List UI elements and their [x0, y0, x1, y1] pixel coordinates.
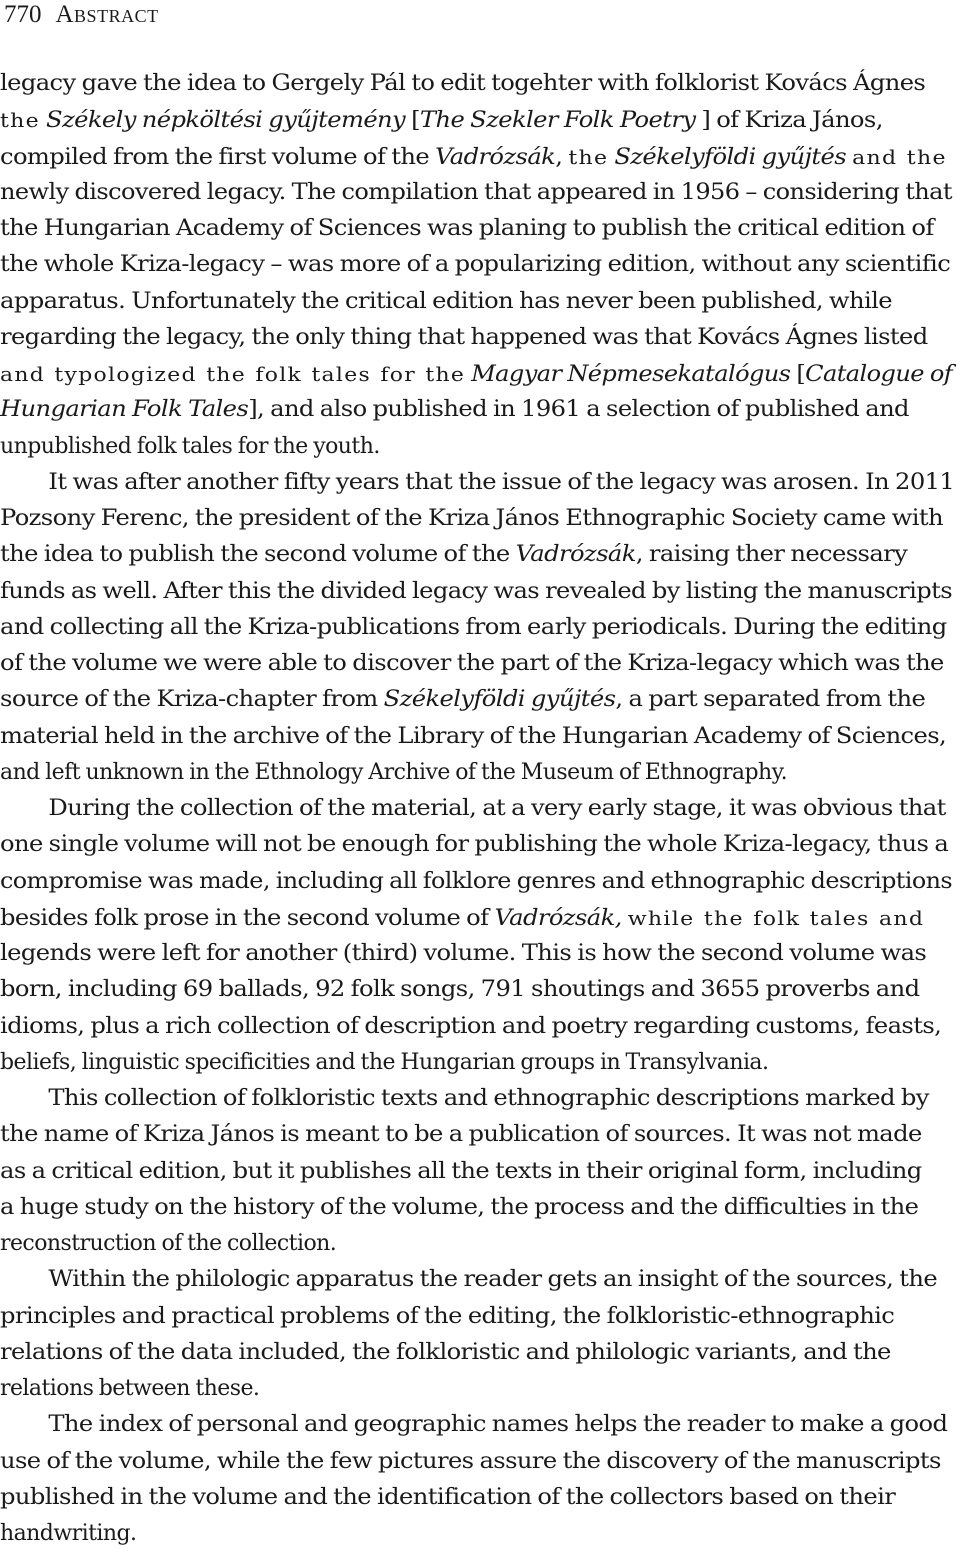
- italic-text: Vadrózsák: [515, 542, 636, 568]
- text-run: [: [405, 108, 420, 134]
- text-run: ], and also published in 1961 a selection of published and: [248, 397, 909, 423]
- italic-text: Magyar Népmesekatalógus: [471, 362, 791, 387]
- text-line: [0, 1407, 960, 1443]
- text-line: [0, 1081, 960, 1117]
- text-run: idioms, plus a rich collection of description and poetry regarding customs, feasts,: [0, 1013, 942, 1039]
- text-line: [0, 320, 960, 356]
- text-line: [0, 1190, 960, 1226]
- text-line: [0, 682, 960, 718]
- text-line: [0, 791, 960, 827]
- text-run: , a part separated from the: [615, 687, 926, 713]
- text-line: [0, 972, 960, 1008]
- text-line: [0, 936, 960, 972]
- text-run: besides folk prose in the second volume of: [0, 905, 495, 931]
- text-line: [0, 247, 960, 283]
- text-run: source of the Kriza-chapter from: [0, 687, 384, 713]
- text-line: [0, 610, 960, 646]
- text-line: [0, 646, 960, 682]
- text-run: use of the volume, while the few pictures assure the discovery of the manuscripts: [0, 1448, 941, 1474]
- text-run: legends were left for another (third) volume. This is how the second volume was: [0, 941, 927, 966]
- text-run: while the folk tales and: [627, 905, 925, 930]
- text-line: [0, 211, 960, 247]
- text-run: principles and practical problems of the editing, the folkloristic-ethnographic: [0, 1303, 895, 1329]
- text-run: beliefs, linguistic specificities and the Hungarian groups in Transylvania.: [0, 1049, 769, 1075]
- text-line: [0, 1335, 960, 1371]
- text-run: and left unknown in the Ethnology Archive of the Museum of Ethnography.: [0, 759, 788, 785]
- page-number: 770: [4, 1, 42, 28]
- text-run: handwriting.: [0, 1521, 137, 1546]
- text-run: legacy gave the idea to Gergely Pál to edit togehter with folklorist Kovács Ágnes: [0, 71, 926, 96]
- text-run: [: [790, 362, 806, 387]
- text-run: The index of personal and geographic names helps the reader to make a good: [48, 1412, 948, 1438]
- text-line: [0, 102, 960, 138]
- text-line: [0, 719, 960, 755]
- running-header: [4, 0, 159, 30]
- text-run: ,: [555, 144, 569, 170]
- italic-text: Székelyföldi gyűjtés: [614, 144, 847, 170]
- text-run: a huge study on the history of the volume, the process and the difficulties in the: [0, 1194, 919, 1220]
- italic-text: Székely népköltési gyűjtemény: [45, 108, 406, 134]
- text-run: compiled from the first volume of the: [0, 144, 436, 170]
- italic-text: Székelyföldi gyűjtés: [383, 687, 616, 713]
- text-run: the whole Kriza-legacy – was more of a popularizing edition, without any scientific: [0, 252, 951, 278]
- text-line: [0, 864, 960, 900]
- italic-text: The Szekler Folk Poetry: [419, 108, 696, 134]
- text-line: [0, 1480, 960, 1516]
- italic-text: Hungarian Folk Tales: [0, 397, 249, 423]
- text-run: born, including 69 ballads, 92 folk songs, 791 shoutings and 3655 proverbs and: [0, 977, 920, 1003]
- text-run: of the volume we were able to discover the part of the Kriza-legacy which was the: [0, 651, 944, 676]
- text-run: It was after another fifty years that the issue of the legacy was arosen. In 2011: [48, 469, 955, 495]
- text-run: material held in the archive of the Library of the Hungarian Academy of Sciences,: [0, 723, 947, 749]
- text-run: published in the volume and the identification of the collectors based on their: [0, 1484, 896, 1510]
- text-run: unpublished folk tales for the youth.: [0, 433, 380, 459]
- text-line: [0, 1045, 952, 1081]
- text-line: [0, 827, 960, 863]
- text-run: the: [568, 144, 609, 169]
- text-line: [0, 66, 960, 102]
- text-line: [0, 1444, 960, 1480]
- text-run: the: [0, 108, 40, 133]
- text-line: [0, 755, 952, 791]
- text-line: [0, 356, 960, 392]
- text-line: [0, 139, 960, 175]
- section-title: Abstract: [55, 1, 159, 28]
- text-run: and the: [852, 144, 947, 169]
- text-run: the Hungarian Academy of Sciences was planing to publish the critical edition of: [0, 216, 934, 241]
- text-line: [0, 429, 952, 465]
- italic-text: Catalogue of: [805, 362, 953, 387]
- text-run: reconstruction of the collection.: [0, 1231, 337, 1256]
- text-line: [0, 574, 960, 610]
- text-run: Within the philologic apparatus the reader gets an insight of the sources, the: [48, 1267, 938, 1293]
- italic-text: Vadrózsák: [435, 144, 556, 170]
- text-run: the idea to publish the second volume of the: [0, 542, 516, 568]
- text-run: funds as well. After this the divided legacy was revealed by listing the manuscripts: [0, 578, 952, 604]
- text-run: This collection of folkloristic texts and ethnographic descriptions marked by: [48, 1086, 929, 1111]
- text-line: [0, 1262, 960, 1298]
- text-run: one single volume will not be enough for publishing the whole Kriza-legacy, thus a: [0, 832, 949, 858]
- text-line: [0, 1117, 960, 1153]
- text-run: newly discovered legacy. The compilation that appeared in 1956 – considering that: [0, 179, 952, 205]
- text-run: as a critical edition, but it publishes all the texts in their original form, including: [0, 1158, 922, 1184]
- text-line: [0, 1226, 952, 1262]
- text-line: [0, 284, 960, 320]
- text-run: relations between these.: [0, 1376, 260, 1401]
- text-run: During the collection of the material, at a very early stage, it was obvious that: [48, 796, 946, 821]
- text-run: ] of Kriza János,: [695, 108, 883, 134]
- text-run: and typologized the folk tales for the: [0, 362, 466, 386]
- text-line: [0, 465, 960, 501]
- text-run: Pozsony Ferenc, the president of the Kriza János Ethnographic Society came with: [0, 506, 943, 531]
- text-line: [0, 1516, 952, 1552]
- italic-text: Vadrózsák,: [494, 905, 622, 931]
- text-line: [0, 1154, 960, 1190]
- text-line: [0, 392, 960, 428]
- text-run: apparatus. Unfortunately the critical edition has never been published, while: [0, 288, 892, 314]
- text-line: [0, 501, 960, 537]
- text-run: relations of the data included, the folkloristic and philologic variants, and the: [0, 1339, 891, 1365]
- text-line: [0, 1299, 960, 1335]
- text-run: regarding the legacy, the only thing that happened was that Kovács Ágnes listed: [0, 324, 928, 350]
- text-run: and collecting all the Kriza-publications from early periodicals. During the editing: [0, 614, 947, 640]
- text-line: [0, 175, 960, 211]
- text-line: [0, 1371, 952, 1407]
- text-run: , raising ther necessary: [635, 542, 908, 568]
- text-line: [0, 537, 960, 573]
- text-run: compromise was made, including all folklore genres and ethnographic descriptions: [0, 868, 953, 894]
- abstract-body: [0, 66, 955, 1552]
- text-line: [0, 1009, 960, 1045]
- text-run: the name of Kriza János is meant to be a publication of sources. It was not made: [0, 1122, 922, 1148]
- text-line: [0, 900, 960, 936]
